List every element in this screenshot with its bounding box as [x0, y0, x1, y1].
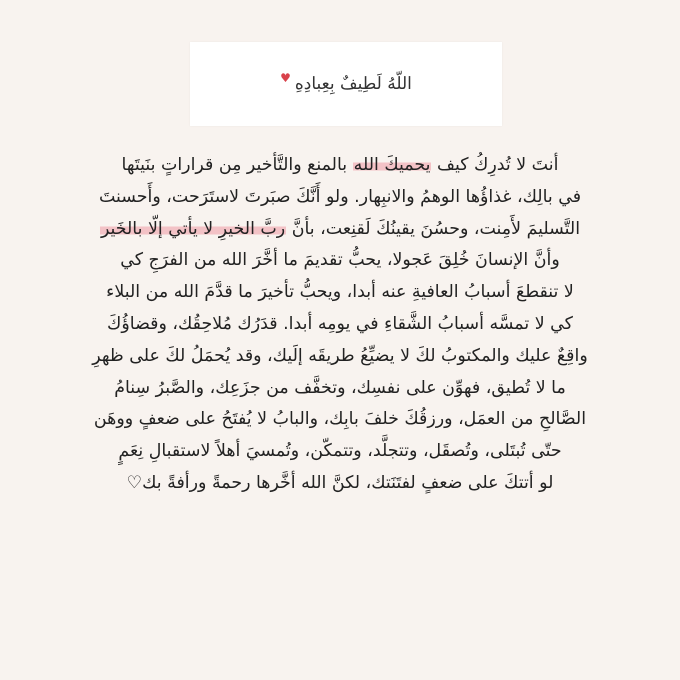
line-1-after: بالمنع والتَّأخير مِن قراراتٍ بنَيتَها: [121, 155, 353, 175]
body-paragraph: [28, 150, 652, 500]
text-line-9: الصَّالحِ من العمَل، ورزقُكَ خلفَ بابِك، والبابُ لا يُفتَحُ على ضعفٍ ووهَن: [93, 409, 587, 430]
title-text: [280, 71, 412, 94]
text-line-8: ما لا تُطيق، فهوِّن على نفسِك، وتخفَّف من جزَعِك، والصَّبرُ سِنامُ: [114, 377, 566, 398]
outline-heart-icon: ♡: [126, 472, 143, 493]
text-line-10: حتّى تُبتَلى، وتُصقَل، وتتجلَّد، وتتمكّن، وتُمسيَ أهلاً لاستقبالِ نِعَمٍ: [118, 441, 562, 462]
text-line-4: وأنَّ الإنسانَ خُلِقَ عَجولا، يحبُّ تقديمَ ما أخَّرَ الله من الفرَجِ كي: [120, 250, 560, 271]
line-1-before: أنتَ لا تُدرِكُ كيف: [431, 155, 559, 175]
highlighted-phrase-2: ربَّ الخيرِ لا يأتي إلّا بالخَير: [100, 218, 286, 239]
text-line-5: لا تنقطعَ أسبابُ العافيةِ عنه أبدا، ويحبُّ تأخيرَ ما قدَّمَ الله من البلاء: [106, 282, 574, 303]
text-line-11: [28, 468, 652, 500]
text-line-2: في بالِك، غذاؤُها الوهمُ والانبِهار. ولو أَنَّكَ صبَرتَ لاستَرَحت، وأَحسنتَ: [98, 186, 582, 207]
line-3-before: التَّسليمَ لأَمِنت، وحسُنَ يقينُكَ لَقنِعت، بأنَّ: [286, 218, 581, 239]
heart-icon: ♥: [280, 71, 291, 85]
title-card: [190, 42, 502, 126]
text-line-3: [28, 214, 652, 246]
line-11-text: لو أتتكَ على ضعفٍ لفتَنَتك، لكنَّ الله أخَّرها رحمةً ورأفةً بك: [142, 472, 554, 493]
highlighted-phrase-1: يحميكَ الله: [353, 155, 431, 175]
text-line-6: كي لا تمسَّه أسبابُ الشَّقاءِ في يومِه أبدا. قدَرُك مُلاحِقُك، وقضاؤُكَ: [107, 313, 573, 334]
title-label: اللّهُ لَطِيفٌ بِعِبادِهِ: [294, 74, 412, 94]
text-line-1: [28, 150, 652, 182]
text-line-7: واقِعٌ عليك والمكتوبُ لكَ لا يضيِّعُ طريقَه إلَيك، وقد يُحمَلُ لكَ على ظهرِ: [92, 345, 588, 366]
